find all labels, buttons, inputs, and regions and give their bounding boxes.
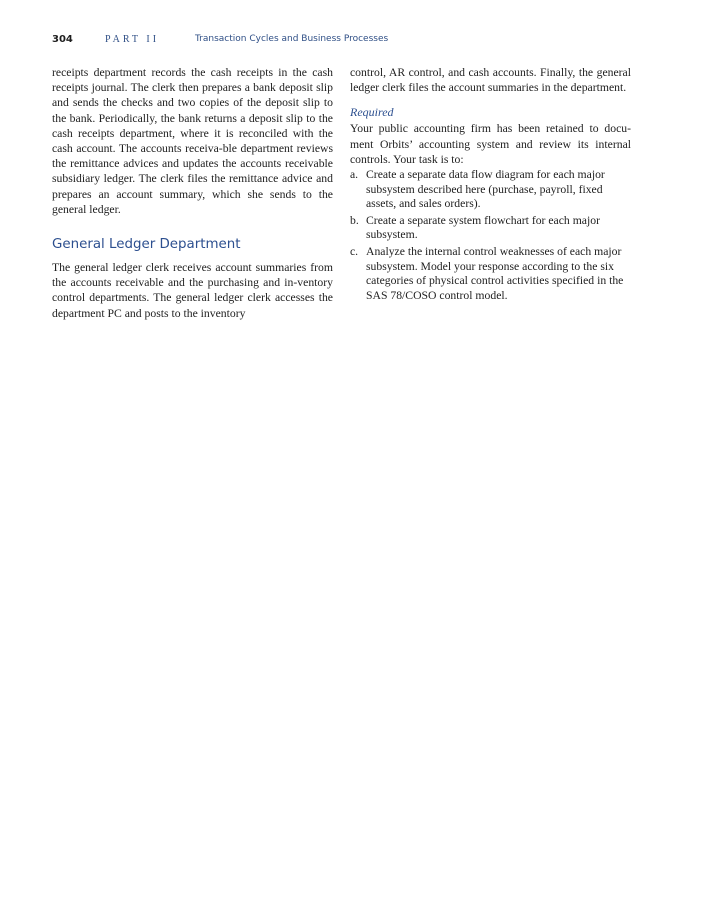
left-column <box>52 65 333 321</box>
list-marker: b. <box>350 213 359 227</box>
list-marker: a. <box>350 168 359 182</box>
body-paragraph-cash-receipts: receipts department records the cash receipts in the cash receipts journal. The clerk then prepares a bank deposit slip and sends the checks and two copies of the deposit slip to the bank. Periodically, the bank returns a deposit slip to the cash receipts department, where it is reconciled with the cash account. The accounts receiva-ble department reviews the remittance advices and updates the accounts receivable subsidiary ledger. The clerk files the remittance advice and prepares an account summary, which she sends to the general ledger. <box>52 66 333 216</box>
page-header <box>52 34 652 50</box>
list-item <box>350 168 631 212</box>
list-item <box>350 214 631 243</box>
list-marker: c. <box>350 244 359 258</box>
part-label: PART II <box>105 34 160 45</box>
task-list <box>350 168 631 303</box>
body-paragraph-general-ledger: The general ledger clerk receives account summaries from the accounts receivable and the purchasing and in-ventory control departments. The general ledger clerk accesses the department PC and posts to the inventory <box>52 261 333 320</box>
right-column <box>350 65 631 305</box>
list-item <box>350 245 631 303</box>
page-number: 304 <box>52 34 73 45</box>
list-item-text: Create a separate system flowchart for each major subsystem. <box>366 213 600 242</box>
list-item-text: Create a separate data flow diagram for each major subsystem described here (purchase, payroll, fixed assets, and sales orders). <box>366 168 605 211</box>
running-title: Transaction Cycles and Business Processes <box>195 34 389 44</box>
section-heading-general-ledger: General Ledger Department <box>52 237 241 253</box>
body-paragraph-continuation: control, AR control, and cash accounts. Finally, the general ledger clerk files the account summaries in the department. <box>350 66 631 95</box>
list-item-text: Analyze the internal control weaknesses of each major subsystem. Model your response according to the six categories of physical control activities specified in the SAS 78/COSO control model. <box>366 244 624 302</box>
body-paragraph-task-intro: Your public accounting firm has been retained to docu-ment Orbits’ accounting system and review its internal controls. Your task is to: <box>350 122 631 166</box>
required-subheading: Required <box>350 105 394 120</box>
